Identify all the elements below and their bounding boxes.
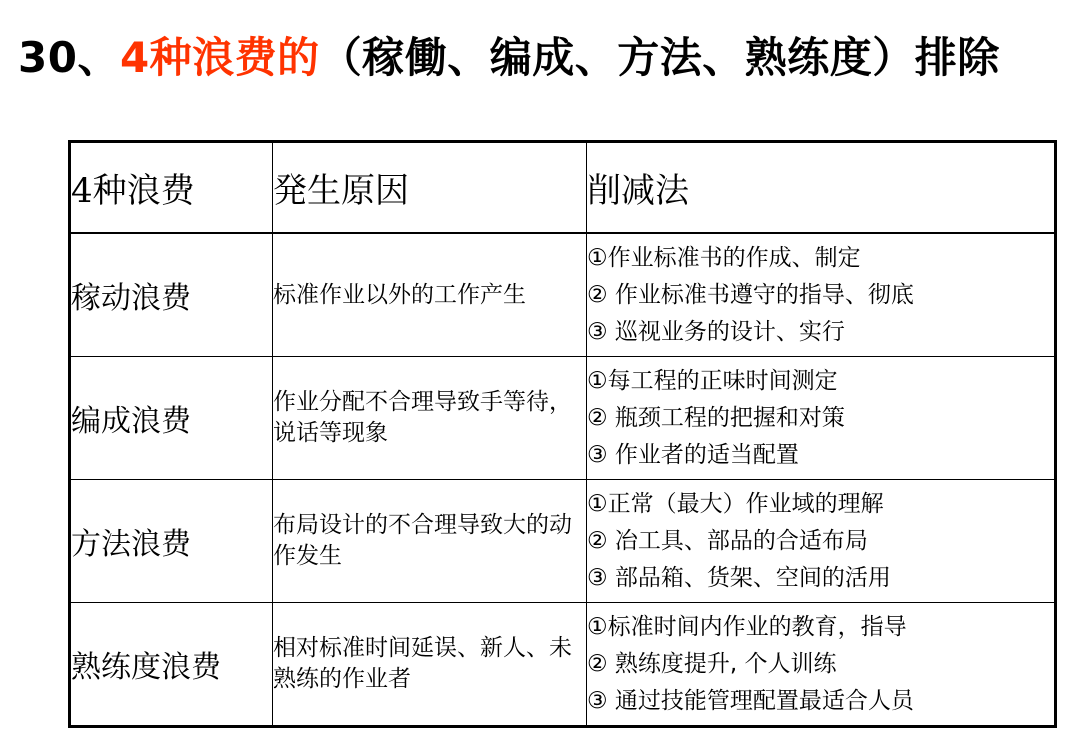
method-list (587, 363, 1054, 474)
cause-cell (273, 603, 587, 727)
title-highlight: 4种浪费的 (119, 33, 320, 82)
table-row (70, 603, 1056, 727)
waste-type-cell: 方法浪费 (70, 480, 273, 603)
cause-text: 布局设计的不合理导致大的动作发生 (273, 512, 572, 569)
cause-cell (273, 357, 587, 480)
title-number: 30、 (18, 33, 120, 82)
cause-cell (273, 480, 587, 603)
cause-cell (273, 233, 587, 357)
method-item: ② 瓶颈工程的把握和对策 (587, 404, 845, 431)
table-row (70, 480, 1056, 603)
page-title (18, 28, 1000, 88)
method-item: ③ 作业者的适当配置 (587, 441, 799, 468)
cause-text: 相对标准时间延误、新人、未熟练的作业者 (273, 635, 572, 692)
cause-text: 标准作业以外的工作产生 (273, 281, 526, 308)
method-list (587, 609, 1054, 720)
header-reduction-method: 削减法 (587, 142, 1056, 234)
method-list (587, 240, 1054, 351)
waste-elimination-table (68, 140, 1057, 728)
methods-cell (587, 603, 1056, 727)
methods-cell (587, 357, 1056, 480)
waste-type-cell: 稼动浪费 (70, 233, 273, 357)
method-item: ①作业标准书的作成、制定 (587, 244, 861, 271)
method-item: ①正常（最大）作业域的理解 (587, 490, 884, 517)
methods-cell (587, 233, 1056, 357)
waste-type-cell: 编成浪费 (70, 357, 273, 480)
methods-cell (587, 480, 1056, 603)
header-cause: 発生原因 (273, 142, 587, 234)
table-row (70, 357, 1056, 480)
table-header-row (70, 142, 1056, 234)
method-item: ①标准时间内作业的教育，指导 (587, 613, 907, 640)
method-item: ③ 部品箱、货架、空间的活用 (587, 564, 891, 591)
title-rest: （稼働、编成、方法、熟练度）排除 (319, 33, 1000, 82)
header-waste-type: 4种浪费 (70, 142, 273, 234)
waste-type-cell: 熟练度浪费 (70, 603, 273, 727)
method-list (587, 486, 1054, 597)
cause-text: 作业分配不合理导致手等待，说话等现象 (273, 389, 572, 446)
method-item: ①每工程的正味时间测定 (587, 367, 838, 394)
method-item: ② 冶工具、部品的合适布局 (587, 527, 868, 554)
table-row (70, 233, 1056, 357)
method-item: ② 作业标准书遵守的指导、彻底 (587, 281, 914, 308)
method-item: ② 熟练度提升, 个人训练 (587, 650, 837, 677)
method-item: ③ 巡视业务的设计、实行 (587, 318, 845, 345)
method-item: ③ 通过技能管理配置最适合人员 (587, 687, 914, 714)
